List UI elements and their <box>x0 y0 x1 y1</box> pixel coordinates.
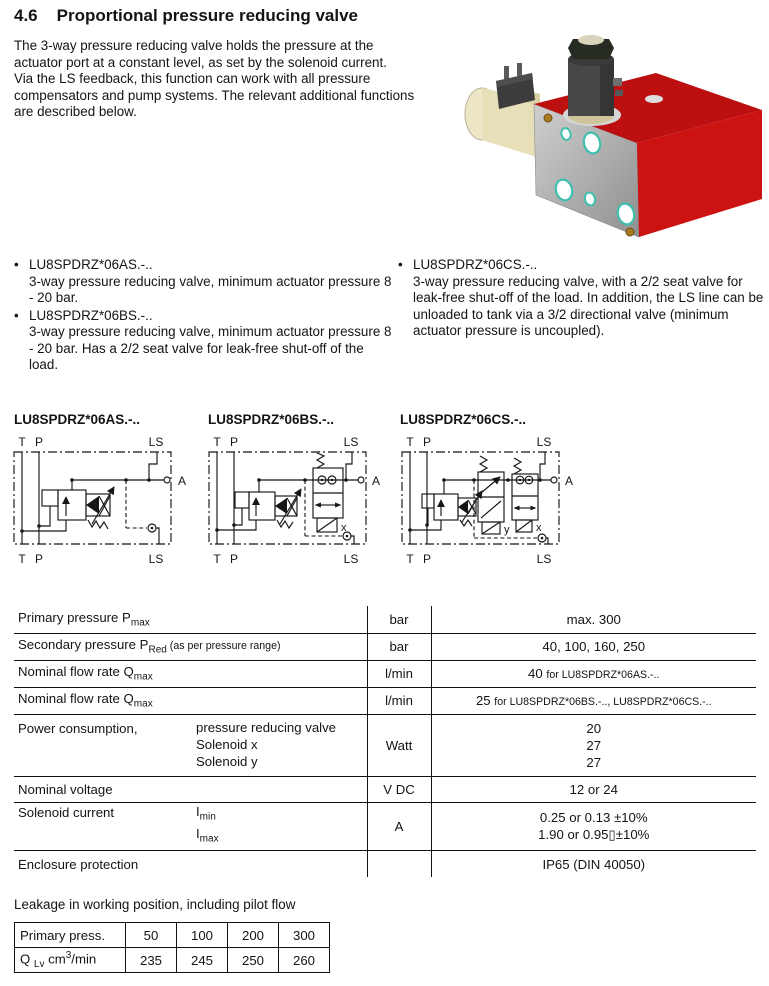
spec-unit: Watt <box>367 714 431 776</box>
port-label-ls: LS <box>536 552 552 566</box>
list-item <box>14 257 396 307</box>
spec-value: max. 300 <box>431 606 756 633</box>
spec-value: 12 or 24 <box>431 776 756 802</box>
spec-unit: l/min <box>367 687 431 714</box>
diagram-title: LU8SPDRZ*06AS.-.. <box>14 412 141 427</box>
part-number: LU8SPDRZ*06BS.-.. <box>29 307 153 323</box>
variant-list-left <box>14 257 396 375</box>
pressure-reducing-valve-symbol <box>408 478 482 532</box>
spec-unit <box>367 850 431 877</box>
pressure-reducing-valve-symbol <box>215 478 301 532</box>
port-label-t: T <box>406 435 414 449</box>
spec-unit: A <box>367 802 431 850</box>
diagram-title: LU8SPDRZ*06BS.-.. <box>208 412 335 427</box>
port-label-t: T <box>18 552 26 566</box>
port-label-t: T <box>213 552 221 566</box>
bullet-marker: • <box>14 307 19 323</box>
port-label-a: A <box>565 474 574 488</box>
list-item <box>14 308 396 374</box>
solenoid-x-label: x <box>341 522 347 534</box>
orifice-symbol <box>538 534 546 542</box>
port-label-ls: LS <box>536 435 552 449</box>
spec-unit: bar <box>367 606 431 633</box>
spec-label: Power consumption, pressure reducing valve Solenoid x Solenoid y <box>14 714 367 776</box>
port-label-ls: LS <box>343 435 359 449</box>
bullet-marker: • <box>398 257 403 272</box>
port-label-p: P <box>229 435 239 449</box>
table-row <box>15 923 330 948</box>
port-label-ls: LS <box>148 552 164 566</box>
part-description: 3-way pressure reducing valve, minimum actuator pressure 8 - 20 bar. <box>29 273 392 305</box>
leakage-table <box>14 922 330 973</box>
spec-label: Solenoid current $I_{min}$ $I_{max}$ <box>14 802 367 850</box>
spec-label: Enclosure protection <box>18 856 139 872</box>
diagram-title: LU8SPDRZ*06CS.-.. <box>400 412 527 427</box>
table-row <box>14 687 756 714</box>
port-label-ls: LS <box>148 435 164 449</box>
port-label-p: P <box>34 552 44 566</box>
intro-text <box>14 38 416 121</box>
leakage-title: Leakage in working position, including pilot flow <box>14 897 296 912</box>
spec-unit: bar <box>367 633 431 660</box>
hydraulic-schematic-as <box>6 430 198 572</box>
leakage-value: 245 <box>177 948 228 973</box>
table-row <box>14 660 756 687</box>
leakage-value: 260 <box>279 948 330 973</box>
leakage-row-label: Primary press. <box>15 923 126 948</box>
port-label-p: P <box>34 435 44 449</box>
spec-value: 0.25 or 0.13 ±10% 1.90 or 0.95▯±10% <box>431 802 756 850</box>
table-row <box>14 850 756 877</box>
list-item <box>398 257 764 340</box>
spec-value: 40 for LU8SPDRZ*06AS.-.. <box>431 660 756 687</box>
spec-unit: V DC <box>367 776 431 802</box>
port-label-p: P <box>422 552 432 566</box>
port-label-t: T <box>213 435 221 449</box>
section-number: 4.6 <box>14 6 38 25</box>
spec-label: Secondary pressure $P_{Red}$ (as per pressure range) <box>14 633 367 660</box>
spec-value: 25 for LU8SPDRZ*06BS.-.., LU8SPDRZ*06CS.-.. <box>431 687 756 714</box>
spec-unit: l/min <box>367 660 431 687</box>
spec-value: 40, 100, 160, 250 <box>431 633 756 660</box>
table-row <box>14 776 756 802</box>
port-label-t: T <box>406 552 414 566</box>
leakage-row-label: Q $_{Lv}$ $cm^3/\min$ <box>15 948 126 973</box>
seat-valve-symbol <box>313 453 347 534</box>
leakage-value: 300 <box>279 923 330 948</box>
leakage-value: 100 <box>177 923 228 948</box>
part-description: 3-way pressure reducing valve, with a 2/2 seat valve for leak-free shut-off of the load. In addition, the LS line can be unloaded to tank via a 3/2 directional valve (minimum actuator pressure is uncoupled). <box>413 273 764 338</box>
orifice-symbol <box>148 524 156 532</box>
table-row <box>14 714 756 776</box>
variant-list-right <box>398 257 764 341</box>
port-label-p: P <box>422 435 432 449</box>
spec-value: IP65 (DIN 40050) <box>542 856 646 872</box>
page-title <box>14 6 358 26</box>
seat-valve-symbol <box>512 458 542 534</box>
part-description: 3-way pressure reducing valve, minimum actuator pressure 8 - 20 bar. Has a 2/2 seat valve for leak-free shut-off of the load. <box>29 324 392 372</box>
leakage-value: 235 <box>126 948 177 973</box>
part-number: LU8SPDRZ*06AS.-.. <box>29 257 153 272</box>
part-number: LU8SPDRZ*06CS.-.. <box>413 257 538 272</box>
intro-paragraph: Via the LS feedback, this function can work with all pressure compensators and pump systems. The relevant additional functions are described below. <box>14 71 415 119</box>
bullet-marker: • <box>14 257 19 272</box>
valve-3d-image <box>440 26 762 242</box>
directional-valve-symbol <box>478 456 510 536</box>
solenoid-y-label: y <box>504 524 510 536</box>
spec-label: Nominal flow rate $Q_{max}$ <box>14 687 367 714</box>
table-row <box>14 633 756 660</box>
hydraulic-schematic-cs <box>394 430 586 572</box>
table-row <box>15 948 330 973</box>
intro-paragraph: The 3-way pressure reducing valve holds the pressure at the actuator port at a constant level, as set by the solenoid current. <box>14 38 387 70</box>
port-label-t: T <box>18 435 26 449</box>
orifice-symbol <box>343 532 351 540</box>
section-title: Proportional pressure reducing valve <box>56 6 359 25</box>
spec-value: 20 27 27 <box>431 714 756 776</box>
spec-label: Nominal flow rate $Q_{max}$ <box>14 660 367 687</box>
spec-label: Nominal voltage <box>14 776 367 802</box>
leakage-value: 50 <box>126 923 177 948</box>
port-label-a: A <box>178 474 187 488</box>
leakage-value: 250 <box>228 948 279 973</box>
port-label-a: A <box>372 474 381 488</box>
solenoid-x-label: x <box>536 522 542 534</box>
diagram-frame <box>14 452 171 544</box>
port-label-ls: LS <box>343 552 359 566</box>
port-label-p: P <box>229 552 239 566</box>
spec-table <box>14 606 756 877</box>
table-row <box>14 802 756 850</box>
spec-label: Primary pressure $P_{max}$ <box>14 606 367 633</box>
table-row <box>14 606 756 633</box>
pressure-reducing-valve-symbol <box>20 478 114 533</box>
hydraulic-schematic-bs <box>201 430 393 572</box>
leakage-value: 200 <box>228 923 279 948</box>
